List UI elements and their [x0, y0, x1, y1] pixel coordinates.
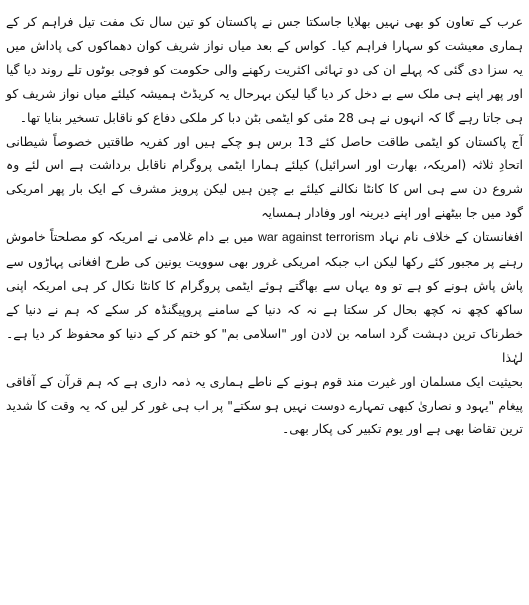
paragraph-3-lead: افغانستان کے خلاف نام نہاد	[379, 229, 523, 245]
paragraph-3	[6, 225, 523, 369]
paragraph-4: بحیثیت ایک مسلمان اور غیرت مند قوم ہونے کے ناطے ہماری یہ ذمہ داری ہے کہ ہم قرآن کے آفاقی پیغام "یہود و نصاریٰ کبھی تمہارے دوست نہیں ہو سکتے" پر اب ہی غور کر لیں کہ یہ وقت کا شدید ترین تقاضا بھی ہے اور یوم تکبیر کی پکار بھی۔	[6, 373, 523, 437]
paragraph-3-body: میں بے دام غلامی نے امریکہ کو مصلحتاً خاموش رہنے پر مجبور کئے رکھا لیکن اب جبکہ امریکی غرور بھی سوویت یونین کی طرح افغانی پہاڑوں سے پاش پاش ہونے کو ہے تو وہ یہاں سے بھاگتے ہوئے ایٹمی پروگرام کا کانٹا نکال کر ہی امریکہ اپنی ساکھ کچھ نہ کچھ بحال کر سکتا ہے نہ کہ دنیا کے سامنے پروپیگنڈہ کر سکے کہ ہم نے دنیا کے خطرناک ترین دہشت گرد اسامہ بن لادن اور "اسلامی بم" کو ختم کر کے دنیا کو محفوظ کر دیا ہے۔ لہٰذا	[6, 229, 523, 365]
paragraph-1: عرب کے تعاون کو بھی نہیں بھلایا جاسکتا جس نے پاکستان کو تین سال تک مفت تیل فراہم کر کے ہماری معیشت کو سہارا فراہم کیا۔ کواس کے بعد میاں نواز شریف کوان دھماکوں کی پاداش میں یہ سزا دی گئی کہ پہلے ان کی دو تہائی اکثریت رکھنے والی حکومت کو فوجی بوٹوں تلے روند دیا گیا اور پھر اپنے ہی ملک سے بے دخل کر دیا گیا لیکن بہرحال یہ کریڈٹ ہمیشہ کیلئے میاں نواز شریف کو ہی جاتا رہے گا کہ انہوں نے ہی 28 مئی کو ایٹمی بٹن دبا کر ملکی دفاع کو ناقابل تسخیر بنایا تھا۔	[6, 14, 523, 125]
paragraph-2: آج پاکستان کو ایٹمی طاقت حاصل کئے 13 برس ہو چکے ہیں اور کفریہ طاقتیں خصوصاً شیطانی اتحادِ ثلاثہ (امریکہ، بھارت اور اسرائیل) کیلئے ہمارا ایٹمی پروگرام ناقابل برداشت ہے اس لئے وہ شروع دن سے ہی اس کا کانٹا نکالنے کیلئے بے چین ہیں لیکن پرویز مشرف کے ایک بار پھر امریکی گود میں جا بیٹھنے اور اپنے دیرینہ اور وفادار ہمسایہ	[6, 133, 523, 221]
english-phrase: war against terrorism	[257, 230, 375, 245]
